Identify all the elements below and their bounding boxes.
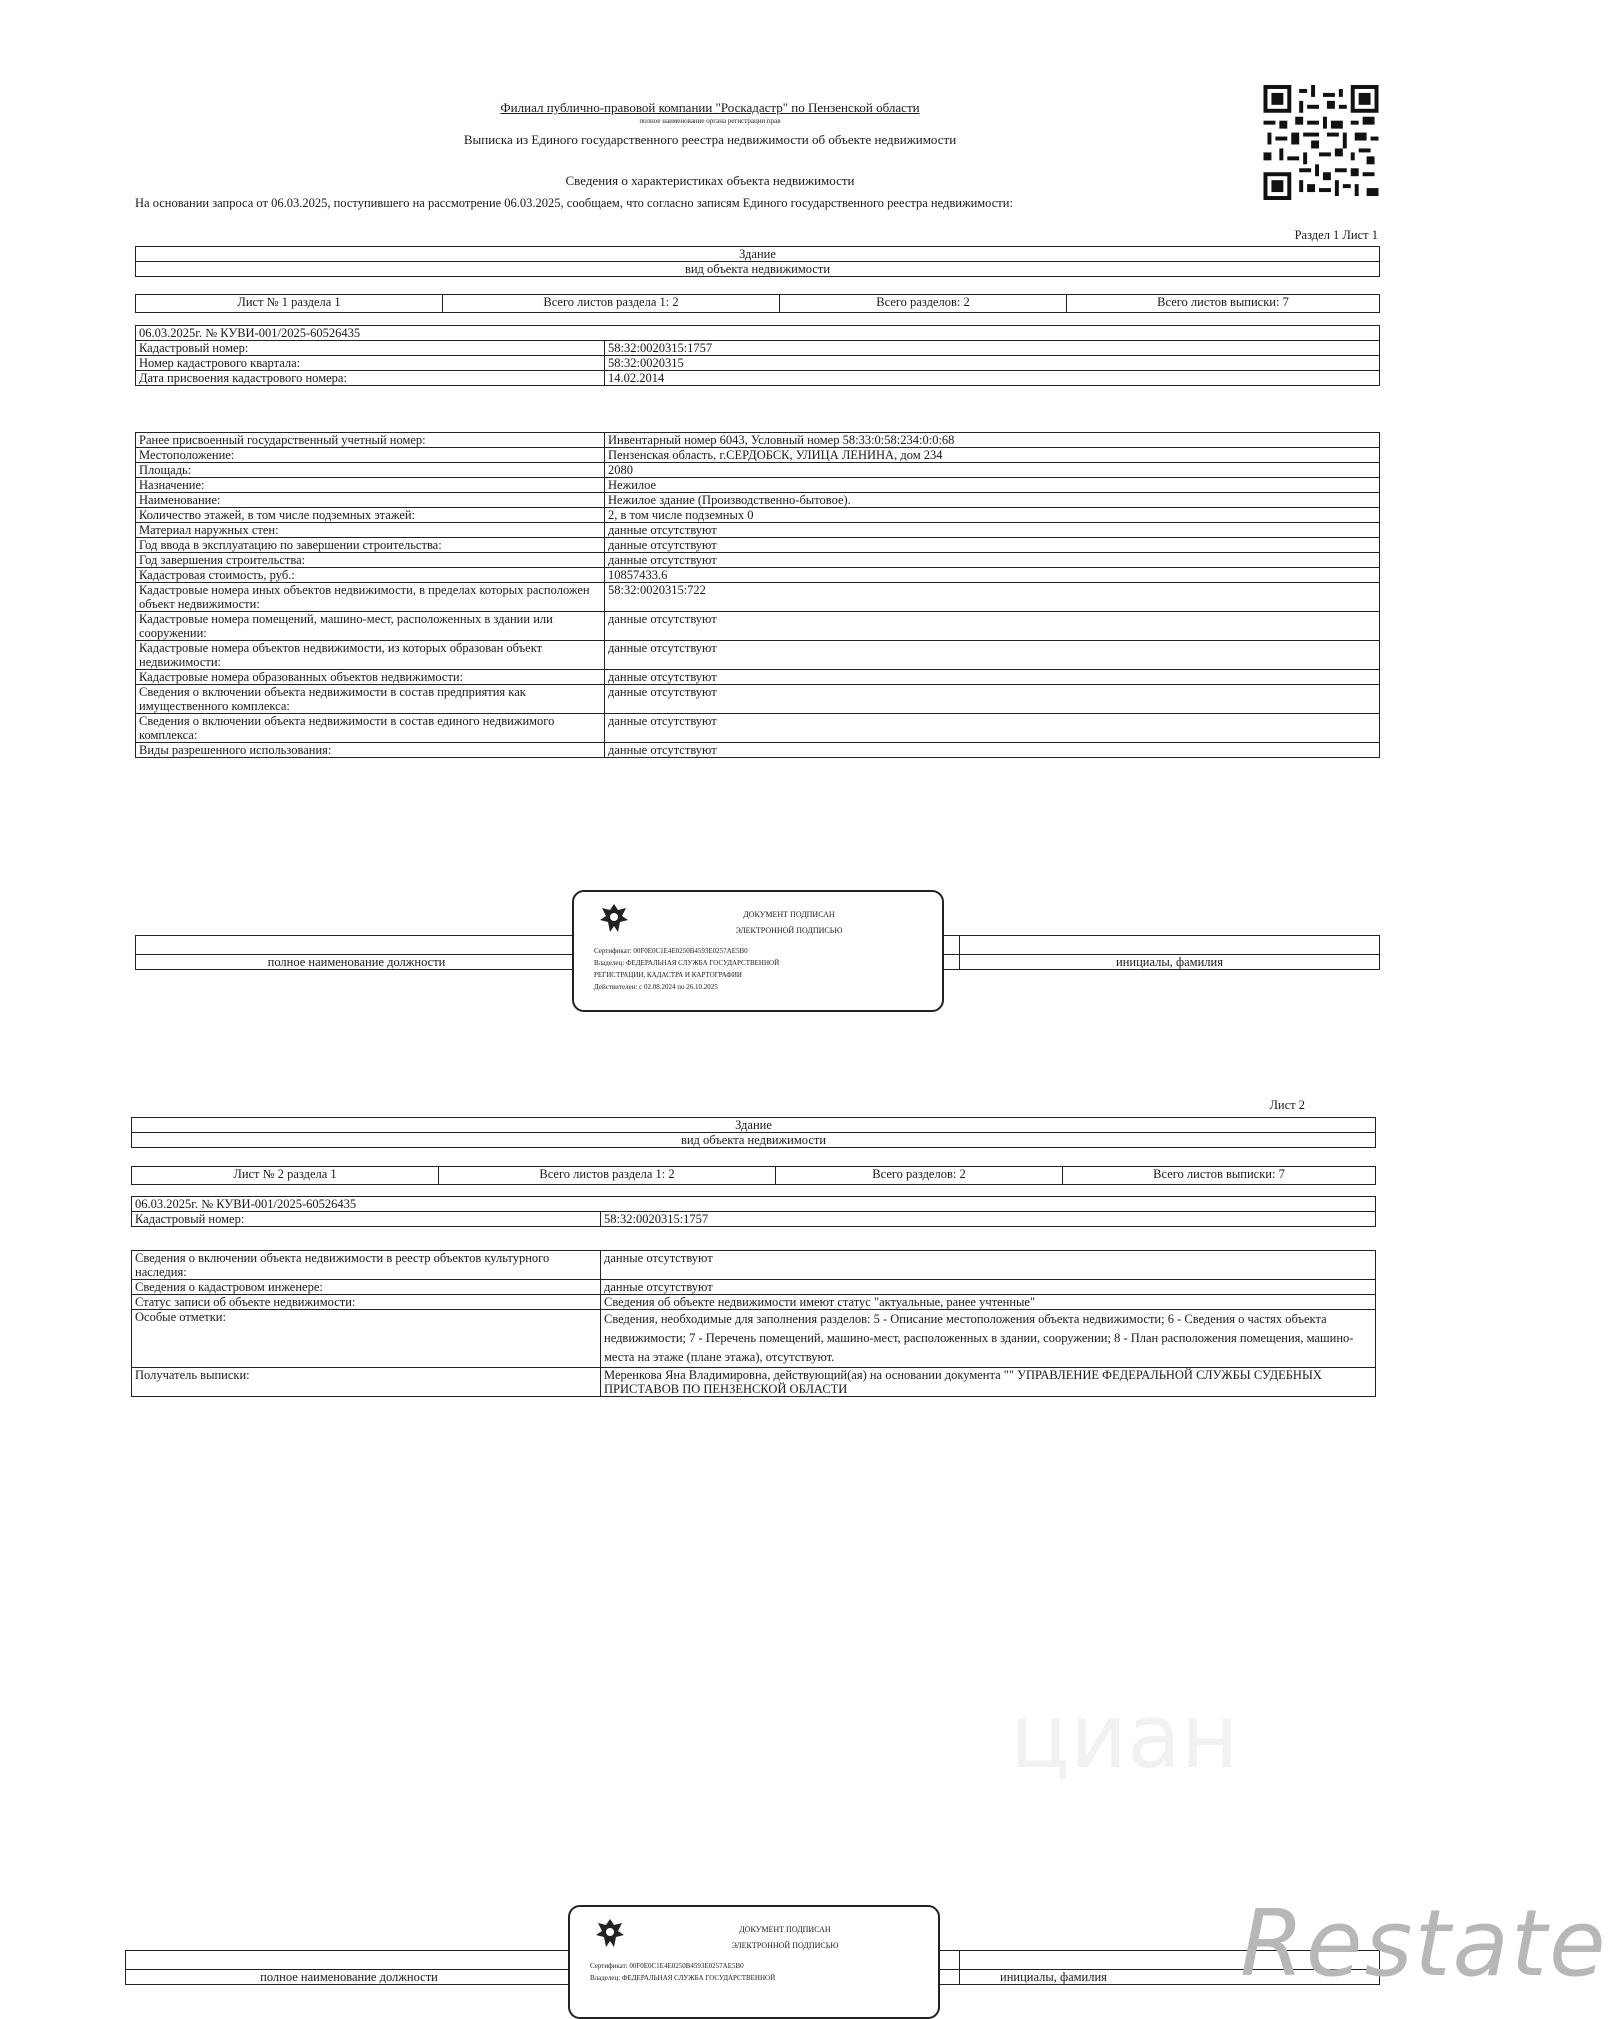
field-label: Кадастровый номер: bbox=[136, 341, 605, 356]
field-value: 10857433.6 bbox=[605, 568, 1380, 583]
field-value: данные отсутствуют bbox=[605, 612, 1380, 641]
field-label: Назначение: bbox=[136, 478, 605, 493]
table-row bbox=[132, 1251, 1376, 1280]
field-label: Ранее присвоенный государственный учетный номер: bbox=[136, 433, 605, 448]
sheet-number: Лист № 1 раздела 1 bbox=[136, 295, 443, 313]
sheet2-ref: Лист 2 bbox=[1269, 1098, 1305, 1112]
sheet2-block1 bbox=[131, 1196, 1376, 1227]
sheet1-meta-row bbox=[135, 294, 1380, 313]
field-value: 58:32:0020315:1757 bbox=[605, 341, 1380, 356]
field-label: Сведения о включении объекта недвижимости в реестр объектов культурного наследия: bbox=[132, 1251, 601, 1280]
stamp-line2: ЭЛЕКТРОННОЙ ПОДПИСЬЮ bbox=[735, 926, 843, 935]
table-row bbox=[136, 670, 1380, 685]
object-type: Здание bbox=[132, 1118, 1376, 1133]
field-label: Дата присвоения кадастрового номера: bbox=[136, 371, 605, 386]
field-value: данные отсутствуют bbox=[605, 685, 1380, 714]
field-label: Номер кадастрового квартала: bbox=[136, 356, 605, 371]
table-row bbox=[136, 583, 1380, 612]
table-row bbox=[136, 714, 1380, 743]
object-type: Здание bbox=[136, 247, 1380, 262]
field-label: Виды разрешенного использования: bbox=[136, 743, 605, 758]
table-row bbox=[132, 1310, 1376, 1368]
e-signature-stamp bbox=[572, 890, 944, 1012]
field-label: Год завершения строительства: bbox=[136, 553, 605, 568]
field-label: Количество этажей, в том числе подземных этажей: bbox=[136, 508, 605, 523]
table-row bbox=[136, 463, 1380, 478]
field-label: Статус записи об объекте недвижимости: bbox=[132, 1295, 601, 1310]
field-value: данные отсутствуют bbox=[605, 538, 1380, 553]
field-label: Местоположение: bbox=[136, 448, 605, 463]
doc-number: 06.03.2025г. № КУВИ-001/2025-60526435 bbox=[136, 326, 1380, 341]
field-label: Кадастровые номера помещений, машино-мест, расположенных в здании или сооружении: bbox=[136, 612, 605, 641]
field-label: Получатель выписки: bbox=[132, 1368, 601, 1397]
field-value: 58:32:0020315:722 bbox=[605, 583, 1380, 612]
field-label: Площадь: bbox=[136, 463, 605, 478]
field-value: данные отсутствуют bbox=[601, 1251, 1376, 1280]
field-value: Пензенская область, г.СЕРДОБСК, УЛИЦА ЛЕНИНА, дом 234 bbox=[605, 448, 1380, 463]
table-row bbox=[136, 493, 1380, 508]
table-row bbox=[136, 743, 1380, 758]
sheet2-block2 bbox=[131, 1250, 1376, 1397]
field-value: 14.02.2014 bbox=[605, 371, 1380, 386]
stamp-valid: Действителен: с 02.08.2024 по 26.10.2025 bbox=[594, 983, 718, 991]
field-value: Инвентарный номер 6043, Условный номер 58:33:0:58:234:0:0:68 bbox=[605, 433, 1380, 448]
table-row bbox=[132, 1295, 1376, 1310]
table-row bbox=[132, 1212, 1376, 1227]
total-sections: Всего разделов: 2 bbox=[780, 295, 1067, 313]
name-caption: инициалы, фамилия bbox=[960, 1970, 1380, 1985]
field-value: данные отсутствуют bbox=[605, 670, 1380, 685]
table-row bbox=[136, 371, 1380, 386]
table-row bbox=[132, 1280, 1376, 1295]
field-label: Наименование: bbox=[136, 493, 605, 508]
name-caption: инициалы, фамилия bbox=[960, 955, 1380, 970]
stamp-owner2: РЕГИСТРАЦИИ, КАДАСТРА И КАРТОГРАФИИ bbox=[594, 971, 742, 979]
emblem-icon bbox=[592, 1915, 628, 1951]
qr-code-icon bbox=[1262, 85, 1380, 200]
table-row bbox=[136, 523, 1380, 538]
doc-number: 06.03.2025г. № КУВИ-001/2025-60526435 bbox=[132, 1197, 1376, 1212]
field-label: Сведения о кадастровом инженере: bbox=[132, 1280, 601, 1295]
request-basis: На основании запроса от 06.03.2025, поступившего на рассмотрение 06.03.2025, сообщаем, что согласно записям Единого государственного реестра недвижимости: bbox=[135, 196, 1013, 210]
stamp-cert: Сертификат: 00F0E0C1E4E0250B4593E0257AE5B0 bbox=[594, 947, 748, 955]
field-value: данные отсутствуют bbox=[605, 714, 1380, 743]
table-row bbox=[136, 341, 1380, 356]
table-row bbox=[136, 538, 1380, 553]
field-label: Кадастровые номера иных объектов недвижимости, в пределах которых расположен объект недвижимости: bbox=[136, 583, 605, 612]
field-value: Сведения об объекте недвижимости имеют статус "актуальные, ранее учтенные" bbox=[601, 1295, 1376, 1310]
stamp-owner: Владелец: ФЕДЕРАЛЬНАЯ СЛУЖБА ГОСУДАРСТВЕННОЙ bbox=[590, 1974, 776, 1982]
stamp-line1: ДОКУМЕНТ ПОДПИСАН bbox=[743, 910, 835, 919]
table-row bbox=[136, 478, 1380, 493]
field-label: Кадастровые номера образованных объектов недвижимости: bbox=[136, 670, 605, 685]
field-label: Материал наружных стен: bbox=[136, 523, 605, 538]
sheet-number: Лист № 2 раздела 1 bbox=[132, 1167, 439, 1185]
sheet1-block1 bbox=[135, 325, 1380, 386]
org-name: Филиал публично-правовой компании "Роскадастр" по Пензенской области bbox=[500, 100, 920, 115]
org-sub-caption: полное наименование органа регистрации прав bbox=[639, 117, 781, 125]
total-sheets: Всего листов выписки: 7 bbox=[1067, 295, 1380, 313]
faint-watermark: циан bbox=[1010, 1685, 1239, 1788]
section-sheets: Всего листов раздела 1: 2 bbox=[439, 1167, 776, 1185]
section-sheets: Всего листов раздела 1: 2 bbox=[443, 295, 780, 313]
sheet1-block2 bbox=[135, 432, 1380, 758]
field-value: данные отсутствуют bbox=[605, 553, 1380, 568]
position-caption: полное наименование должности bbox=[136, 955, 578, 970]
field-label: Особые отметки: bbox=[132, 1310, 601, 1368]
table-row bbox=[136, 568, 1380, 583]
sheet1-object-type bbox=[135, 246, 1380, 277]
table-row bbox=[136, 448, 1380, 463]
field-label: Кадастровый номер: bbox=[132, 1212, 601, 1227]
restate-logo: Restate bbox=[1240, 1890, 1608, 1997]
stamp-line1: ДОКУМЕНТ ПОДПИСАН bbox=[739, 1925, 831, 1934]
extract-title: Выписка из Единого государственного реестра недвижимости об объекте недвижимости bbox=[463, 132, 957, 147]
field-value: 58:32:0020315:1757 bbox=[601, 1212, 1376, 1227]
table-row bbox=[132, 1368, 1376, 1397]
sheet2-object-type bbox=[131, 1117, 1376, 1148]
total-sheets: Всего листов выписки: 7 bbox=[1063, 1167, 1376, 1185]
section-title: Сведения о характеристиках объекта недвижимости bbox=[565, 173, 855, 188]
field-value: 2080 bbox=[605, 463, 1380, 478]
field-value: Нежилое здание (Производственно-бытовое). bbox=[605, 493, 1380, 508]
sheet2-meta-row bbox=[131, 1166, 1376, 1185]
table-row bbox=[136, 508, 1380, 523]
object-type-caption: вид объекта недвижимости bbox=[132, 1133, 1376, 1148]
field-label: Кадастровые номера объектов недвижимости, из которых образован объект недвижимости: bbox=[136, 641, 605, 670]
field-value: Нежилое bbox=[605, 478, 1380, 493]
field-label: Год ввода в эксплуатацию по завершении строительства: bbox=[136, 538, 605, 553]
field-label: Сведения о включении объекта недвижимости в состав предприятия как имущественного комплекса: bbox=[136, 685, 605, 714]
field-value: Сведения, необходимые для заполнения разделов: 5 - Описание местоположения объекта недвижимости; 6 - Сведения о частях объекта недвижимости; 7 - Перечень помещений, машино-мест, расположенных в здании, сооружении; 8 - План расположения помещения, машино-места на этаже (плане этажа), отсутствуют. bbox=[601, 1310, 1376, 1368]
table-row bbox=[136, 685, 1380, 714]
e-signature-stamp-2 bbox=[568, 1905, 940, 2019]
field-value: 2, в том числе подземных 0 bbox=[605, 508, 1380, 523]
table-row bbox=[136, 612, 1380, 641]
field-value: 58:32:0020315 bbox=[605, 356, 1380, 371]
object-type-caption: вид объекта недвижимости bbox=[136, 262, 1380, 277]
field-value: данные отсутствуют bbox=[601, 1280, 1376, 1295]
stamp-line2: ЭЛЕКТРОННОЙ ПОДПИСЬЮ bbox=[731, 1941, 839, 1950]
table-row bbox=[136, 433, 1380, 448]
position-caption: полное наименование должности bbox=[126, 1970, 573, 1985]
field-value: данные отсутствуют bbox=[605, 523, 1380, 538]
field-value: данные отсутствуют bbox=[605, 641, 1380, 670]
field-label: Кадастровая стоимость, руб.: bbox=[136, 568, 605, 583]
field-value: Меренкова Яна Владимировна, действующий(ая) на основании документа "" УПРАВЛЕНИЕ ФЕДЕРАЛЬНОЙ СЛУЖБЫ СУДЕБНЫХ ПРИСТАВОВ ПО ПЕНЗЕНСКОЙ ОБЛАСТИ bbox=[601, 1368, 1376, 1397]
table-row bbox=[136, 356, 1380, 371]
field-label: Сведения о включении объекта недвижимости в состав единого недвижимого комплекса: bbox=[136, 714, 605, 743]
field-value: данные отсутствуют bbox=[605, 743, 1380, 758]
sheet1-ref: Раздел 1 Лист 1 bbox=[1294, 228, 1378, 242]
total-sections: Всего разделов: 2 bbox=[776, 1167, 1063, 1185]
emblem-icon bbox=[596, 900, 632, 936]
table-row bbox=[136, 553, 1380, 568]
stamp-cert: Сертификат: 00F0E0C1E4E0250B4593E0257AE5B0 bbox=[590, 1962, 744, 1970]
table-row bbox=[136, 641, 1380, 670]
stamp-owner: Владелец: ФЕДЕРАЛЬНАЯ СЛУЖБА ГОСУДАРСТВЕННОЙ bbox=[594, 959, 780, 967]
